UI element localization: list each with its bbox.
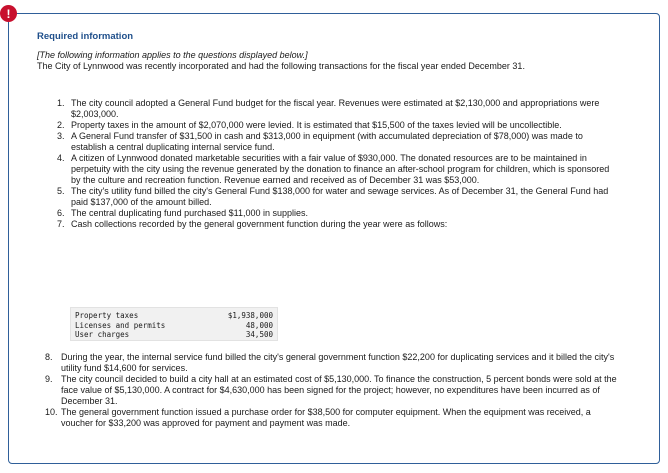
item-number: 2. [57,120,65,130]
item-text: A General Fund transfer of $31,500 in cash and $313,000 in equipment (with accumulated depreciation of $78,000) was made to establish a central duplicating internal service fund. [71,131,583,152]
item-text: The city council adopted a General Fund budget for the fiscal year. Revenues were estimated at $2,130,000 and appropriations were $2,003,000. [71,98,600,119]
list-item [57,153,617,186]
row-amount: 34,500 [245,330,273,339]
item-number: 8. [45,352,53,362]
list-item [57,208,617,219]
exclamation-icon: ! [0,5,17,22]
required-information-panel [8,13,660,464]
item-text: The city council decided to build a city hall at an estimated cost of $5,130,000. To finance the construction, 5 percent bonds were sold at the face value of $5,130,000. A contract for $4,630,000 has been signed for the project; however, no expenditures have been incurred as of December 31. [61,374,617,406]
transaction-list [57,98,617,230]
item-text: The city's utility fund billed the city's General Fund $138,000 for water and sewage services. As of December 31, the General Fund had paid $137,000 of the amount billed. [71,186,609,207]
table-row [75,321,273,331]
intro-note: [The following information applies to the questions displayed below.] [37,50,308,60]
item-text: During the year, the internal service fund billed the city's general government function $22,200 for duplicating services and it billed the city's utility fund $14,600 for services. [61,352,615,373]
list-item [45,407,617,429]
intro-text: The City of Lynnwood was recently incorporated and had the following transactions for the fiscal year ended December 31. [37,61,525,71]
row-amount: 48,000 [245,320,273,330]
cash-collections-table [70,307,278,341]
intro-paragraph [37,50,607,72]
page-title: Required information [37,31,134,42]
row-label: Property taxes [75,311,139,320]
list-item [45,374,617,407]
item-text: The general government function issued a purchase order for $38,500 for computer equipment. When the equipment was received, a voucher for $33,200 was approved for payment and payment was made. [61,407,591,428]
item-number: 6. [57,208,65,218]
item-number: 9. [45,374,53,384]
item-number: 7. [57,219,65,229]
item-number: 10. [45,407,58,417]
item-text: The central duplicating fund purchased $11,000 in supplies. [71,208,308,218]
list-item [45,352,617,374]
list-item [57,186,617,208]
list-item [57,131,617,153]
item-number: 3. [57,131,65,141]
transaction-list-continued [45,352,617,429]
table-row [75,311,273,321]
item-text: Property taxes in the amount of $2,070,000 were levied. It is estimated that $15,500 of the taxes levied will be uncollectible. [71,120,562,130]
list-item [57,219,617,230]
item-text: A citizen of Lynnwood donated marketable securities with a fair value of $930,000. The donated resources are to be maintained in perpetuity with the city using the revenue generated by the donation to finance an after-school program for children, which is sponsored by the culture and recreation function. Revenue earned and received as of December 31 was $53,000. [71,153,610,185]
list-item [57,120,617,131]
item-number: 5. [57,186,65,196]
item-number: 1. [57,98,65,108]
row-label: Licenses and permits [75,320,166,330]
list-item [57,98,617,120]
row-amount: $1,938,000 [227,311,273,320]
item-text: Cash collections recorded by the general government function during the year were as follows: [71,219,448,229]
row-label: User charges [75,330,130,339]
table-row [75,330,273,340]
item-number: 4. [57,153,65,163]
